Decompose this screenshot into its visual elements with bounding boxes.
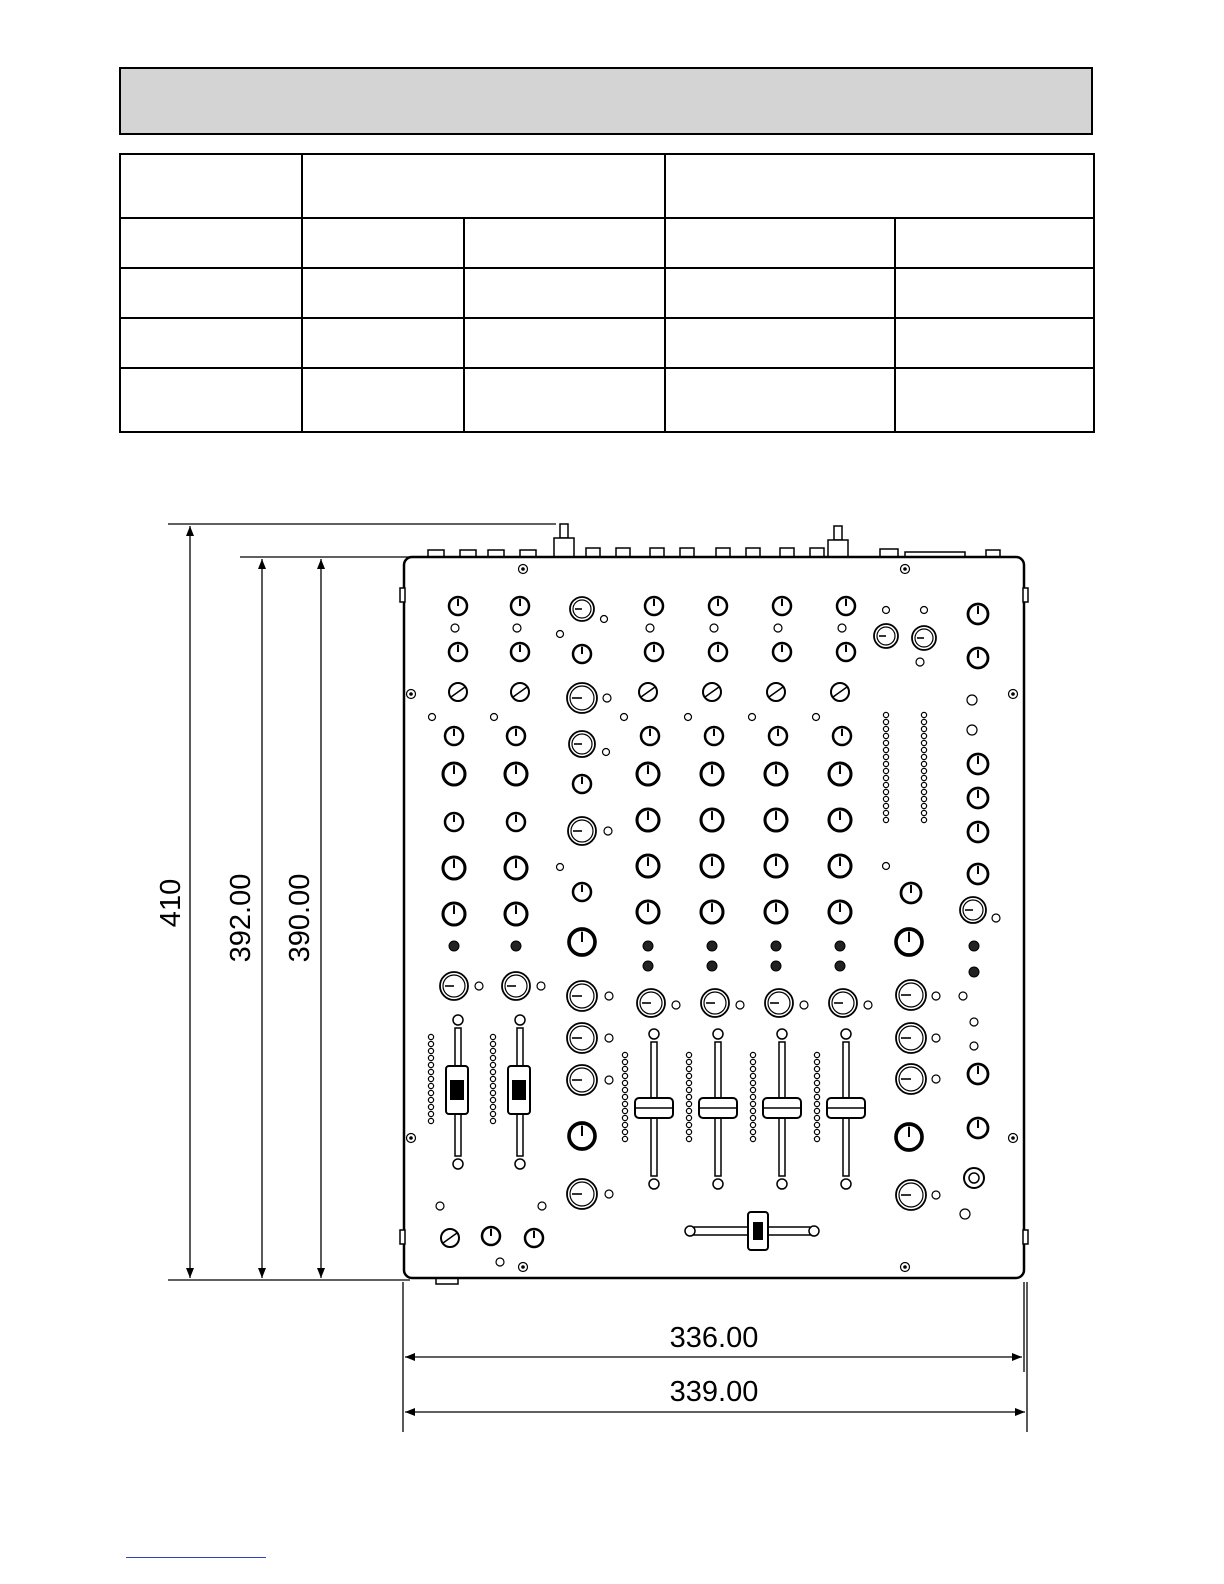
led [750,1087,755,1092]
led [490,1076,495,1081]
crossfader-end [809,1226,819,1236]
led [490,1062,495,1067]
led [883,712,888,717]
led [960,1209,970,1219]
led [451,624,459,632]
led [883,726,888,731]
fader-end [453,1159,463,1169]
led [883,775,888,780]
led [883,754,888,759]
led [814,1087,819,1092]
led [428,1069,433,1074]
led [883,719,888,724]
led [436,1202,444,1210]
led [622,1052,627,1057]
led [921,782,926,787]
led [685,714,692,721]
led [622,1101,627,1106]
led [490,1090,495,1095]
led [883,740,888,745]
led [921,789,926,794]
fader-end [713,1179,723,1189]
led [490,1083,495,1088]
led [838,624,846,632]
led [750,1122,755,1127]
screw-center [1011,1136,1015,1140]
led [916,658,924,666]
fader-cap-grip [512,1080,526,1100]
led [622,1087,627,1092]
led [605,992,613,1000]
led [883,863,890,870]
led [814,1101,819,1106]
led [921,733,926,738]
led [814,1115,819,1120]
led [557,864,564,871]
led [814,1080,819,1085]
led [686,1080,691,1085]
led [814,1073,819,1078]
led [967,695,977,705]
led [800,1001,808,1009]
fader-end [713,1029,723,1039]
led [603,749,610,756]
led [932,1075,940,1083]
led [813,714,820,721]
button [707,941,717,951]
crossfader-cap-grip [753,1222,763,1240]
button [771,941,781,951]
led [959,992,967,1000]
led [883,782,888,787]
button [835,961,845,971]
screw-center [409,1136,413,1140]
led [932,992,940,1000]
led [749,714,756,721]
led [921,607,928,614]
led [814,1094,819,1099]
led [921,803,926,808]
fader-end [649,1029,659,1039]
led [686,1122,691,1127]
led [537,982,545,990]
led [475,982,483,990]
led [490,1104,495,1109]
led [686,1115,691,1120]
led [686,1087,691,1092]
screw-center [409,692,413,696]
led [428,1118,433,1123]
fader-end [649,1179,659,1189]
overall-height-label: 410 [155,878,187,928]
led [490,1034,495,1039]
led [710,624,718,632]
led [622,1094,627,1099]
led [622,1129,627,1134]
led [622,1115,627,1120]
led [883,733,888,738]
led [622,1066,627,1071]
led [686,1101,691,1106]
led [604,827,612,835]
fader-end [515,1015,525,1025]
fader-end [777,1029,787,1039]
screw-center [903,567,907,571]
led [428,1083,433,1088]
led [622,1073,627,1078]
led [621,714,628,721]
led [686,1059,691,1064]
fader-end [453,1015,463,1025]
body-height-inner-label: 390.00 [284,873,316,963]
led [967,725,977,735]
screw-center [521,1265,525,1269]
led [605,1034,613,1042]
button [511,941,521,951]
led [921,719,926,724]
led [814,1129,819,1134]
led [883,761,888,766]
led [750,1066,755,1071]
led [538,1202,546,1210]
led [622,1136,627,1141]
led [428,1055,433,1060]
led [490,1048,495,1053]
led [686,1129,691,1134]
led [428,1034,433,1039]
led [428,1104,433,1109]
led [496,1258,504,1266]
led [428,1111,433,1116]
led [750,1115,755,1120]
led [428,1090,433,1095]
led [883,747,888,752]
led [921,810,926,815]
led [428,1062,433,1067]
led [750,1052,755,1057]
crossfader-end [685,1226,695,1236]
button [835,941,845,951]
led [750,1059,755,1064]
led [750,1101,755,1106]
led [686,1136,691,1141]
led [686,1052,691,1057]
led [883,796,888,801]
led [428,1048,433,1053]
led [921,817,926,822]
led [428,1076,433,1081]
led [603,694,611,702]
led [992,914,1000,922]
screw-center [1011,692,1015,696]
led [921,726,926,731]
led [490,1069,495,1074]
led [428,1041,433,1046]
led [646,624,654,632]
led [921,712,926,717]
led [883,789,888,794]
led [921,740,926,745]
led [814,1059,819,1064]
led [921,768,926,773]
led [491,714,498,721]
led [921,747,926,752]
fader-end [841,1029,851,1039]
led [605,1076,613,1084]
headphone-jack-inner [969,1173,979,1183]
led [883,768,888,773]
led [672,1001,680,1009]
led [490,1041,495,1046]
led [970,1042,978,1050]
fader-end [515,1159,525,1169]
led [490,1097,495,1102]
led [557,631,564,638]
led [686,1108,691,1113]
screw-center [521,567,525,571]
led [921,761,926,766]
led [622,1080,627,1085]
led [814,1122,819,1127]
screw-center [903,1265,907,1269]
led [750,1129,755,1134]
led [932,1034,940,1042]
led [774,624,782,632]
led [750,1108,755,1113]
led [622,1059,627,1064]
button [707,961,717,971]
led [490,1055,495,1060]
led [622,1122,627,1127]
led [921,775,926,780]
led [605,1190,613,1198]
led [883,803,888,808]
led [429,714,436,721]
led [428,1097,433,1102]
button [969,941,979,951]
led [513,624,521,632]
button [643,961,653,971]
led [750,1136,755,1141]
led [686,1066,691,1071]
footer-divider [126,1557,266,1558]
led [601,616,608,623]
button [771,961,781,971]
button [969,967,979,977]
led [750,1080,755,1085]
led [622,1108,627,1113]
led [864,1001,872,1009]
led [932,1191,940,1199]
led [686,1073,691,1078]
button [643,941,653,951]
led [814,1136,819,1141]
button [449,941,459,951]
led [814,1052,819,1057]
body-height-outer-label: 392.00 [225,873,257,963]
body-width-outer-label: 339.00 [669,1376,759,1408]
led [490,1118,495,1123]
led [490,1111,495,1116]
led [686,1094,691,1099]
led [921,796,926,801]
led [814,1066,819,1071]
led [750,1094,755,1099]
led [921,754,926,759]
led [970,1018,978,1026]
fader-cap-grip [450,1080,464,1100]
led [736,1001,744,1009]
fader-end [841,1179,851,1189]
body-width-inner-label: 336.00 [669,1322,759,1354]
led [883,607,890,614]
led [883,817,888,822]
fader-end [777,1179,787,1189]
led [750,1073,755,1078]
led [814,1108,819,1113]
led [883,810,888,815]
